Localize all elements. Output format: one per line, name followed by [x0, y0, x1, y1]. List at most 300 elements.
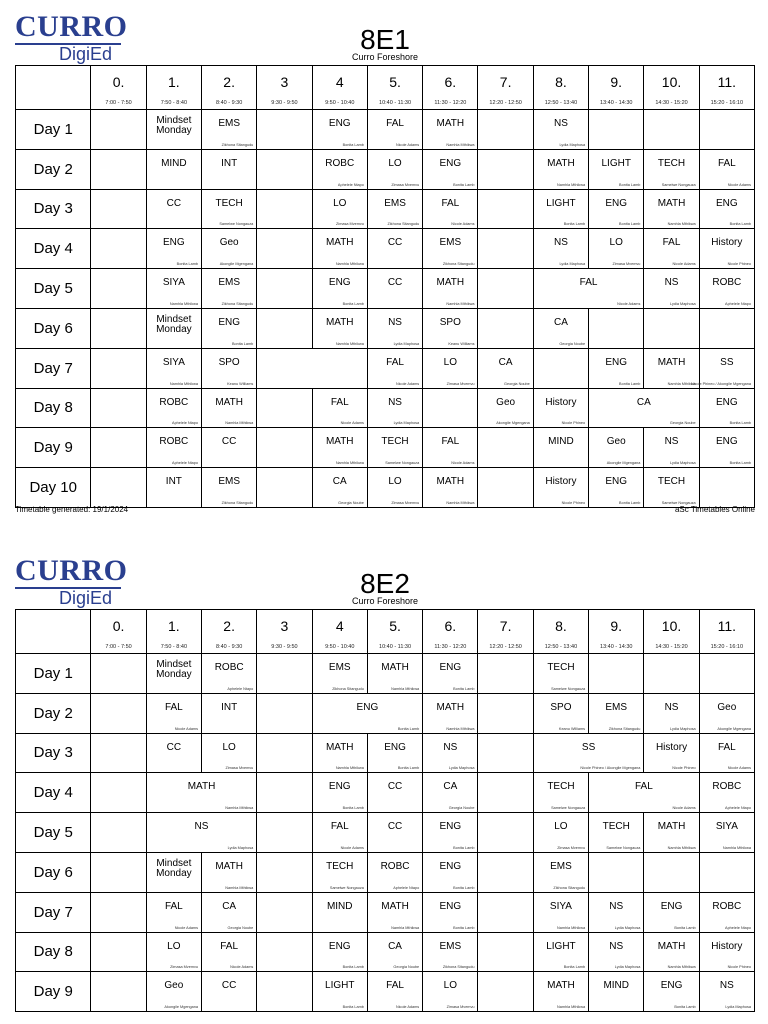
subject-label: CA — [553, 316, 568, 328]
teacher-name: Akongile Mgengana — [219, 262, 254, 267]
teacher-name: Akongile Mgengana — [164, 1005, 198, 1010]
subject-label: CC — [221, 980, 237, 992]
period-time: 8:40 - 9:30 — [216, 100, 243, 106]
period-number: 6. — [444, 618, 457, 634]
logo-digied-text: DigiEd — [59, 588, 113, 608]
teacher-name: Bonita Lamb — [231, 341, 254, 346]
teacher-name: Georgia Noube — [227, 925, 254, 930]
lesson-cell — [644, 693, 699, 733]
subject-label: CA — [636, 396, 651, 408]
lesson-cell — [533, 149, 588, 189]
lesson-cell — [644, 852, 699, 892]
teacher-name: Namhla Mthikwa — [446, 142, 475, 147]
teacher-name: Nicole Adams — [340, 421, 364, 426]
subject-label: Mindset Monday — [156, 115, 192, 136]
teacher-name: Samelwe Nongauza — [551, 806, 586, 811]
subject-label: TECH — [602, 821, 630, 833]
day-row — [16, 308, 755, 348]
period-number: 1. — [168, 618, 180, 634]
lesson-cell — [367, 229, 422, 269]
subject-label: LO — [443, 356, 457, 368]
lesson-cell — [367, 852, 422, 892]
subject-label: NS — [553, 118, 568, 129]
lesson-cell — [533, 348, 588, 388]
lesson-cell — [91, 348, 146, 388]
lesson-cell — [367, 773, 422, 813]
teacher-name: Namhla Mthikwa — [557, 1005, 586, 1010]
teacher-name: Lydia Maphosa — [670, 726, 696, 731]
subject-label: NS — [609, 940, 624, 952]
lesson-cell — [312, 149, 367, 189]
subject-label: MATH — [436, 277, 465, 289]
lesson-cell — [478, 654, 533, 694]
subject-label: CA — [443, 781, 458, 793]
period-header — [312, 66, 367, 110]
subject-label: ENG — [716, 436, 738, 448]
lesson-cell — [589, 468, 644, 508]
lesson-cell — [644, 468, 699, 508]
teacher-name: Zimasa Mvemvu — [336, 222, 364, 227]
subject-label: NS — [388, 396, 402, 408]
period-time: 12:20 - 12:50 — [489, 100, 522, 106]
lesson-cell — [91, 229, 146, 269]
teacher-name: Akongile Mgengana — [496, 421, 530, 426]
teacher-name: Namhla Mthikwa — [667, 222, 696, 227]
subject-label: ENG — [328, 781, 351, 793]
teacher-name: Nicole Phineo — [561, 500, 586, 505]
lesson-cell — [257, 654, 312, 694]
teacher-name: Bonita Lamb — [563, 222, 586, 227]
teacher-name: Zimasa Mvemvu — [391, 182, 420, 187]
lesson-cell — [257, 388, 312, 428]
teacher-name: Namhla Mthikwa — [169, 381, 198, 386]
teacher-name: Bonita Lamb — [342, 301, 364, 306]
teacher-name: Lydia Maphosa — [725, 1005, 751, 1010]
lesson-cell — [257, 149, 312, 189]
subject-label: SIYA — [162, 277, 185, 289]
teacher-name: Nicole Adams — [617, 301, 641, 306]
lesson-cell — [644, 892, 699, 932]
subject-label: ENG — [163, 237, 185, 249]
teacher-name: Lydia Maphosa — [559, 262, 586, 267]
lesson-cell — [699, 468, 754, 508]
lesson-cell — [533, 813, 588, 853]
lesson-cell — [533, 269, 644, 309]
subject-label: ENG — [439, 860, 462, 872]
lesson-cell — [699, 308, 754, 348]
period-header — [423, 610, 478, 654]
period-time: 12:20 - 12:50 — [489, 644, 522, 650]
lesson-cell — [699, 189, 754, 229]
day-row — [16, 892, 755, 932]
subject-label: ROBC — [712, 900, 742, 912]
lesson-cell — [644, 654, 699, 694]
teacher-name: Georgia Noube — [669, 421, 696, 426]
period-header — [367, 610, 422, 654]
lesson-cell — [91, 308, 146, 348]
lesson-cell — [478, 892, 533, 932]
period-time: 11:30 - 12:20 — [434, 100, 467, 106]
lesson-cell — [367, 189, 422, 229]
lesson-cell — [644, 813, 699, 853]
teacher-name: Aphelele Ntapo — [725, 806, 751, 811]
period-time: 7:50 - 8:40 — [160, 644, 187, 650]
lesson-cell — [423, 654, 478, 694]
lesson-cell — [589, 773, 700, 813]
lesson-cell — [91, 813, 146, 853]
period-time: 13:40 - 14:30 — [600, 644, 633, 650]
lesson-cell — [312, 852, 367, 892]
period-number: 9. — [610, 618, 623, 634]
logo-digied-text: DigiEd — [59, 44, 113, 64]
period-time: 11:30 - 12:20 — [434, 644, 467, 650]
lesson-cell — [312, 269, 367, 309]
lesson-cell — [644, 932, 699, 972]
teacher-name: Bonita Lamb — [453, 885, 475, 890]
lesson-cell — [478, 348, 533, 388]
lesson-cell — [367, 149, 422, 189]
period-number: 10. — [661, 618, 682, 634]
teacher-name: Nicole Adams — [174, 726, 198, 731]
subject-label: ROBC — [712, 277, 742, 289]
teacher-name: Namhla Mthikwa — [391, 925, 420, 930]
subject-label: SS — [581, 741, 596, 753]
subject-label: FAL — [386, 356, 404, 368]
lesson-cell — [202, 388, 257, 428]
subject-label: MATH — [657, 940, 686, 952]
teacher-name: Namhla Mthikwa — [225, 806, 254, 811]
subject-label: CC — [166, 197, 182, 209]
subject-label: FAL — [220, 940, 239, 952]
teacher-name: Zikhona Sitangudu — [221, 142, 254, 147]
subject-label: MATH — [215, 396, 243, 408]
period-header — [257, 610, 312, 654]
lesson-cell — [312, 813, 367, 853]
lesson-cell — [699, 110, 754, 150]
day-label: Day 4 — [16, 229, 91, 269]
period-time: 14:30 - 15:20 — [655, 100, 688, 106]
lesson-cell — [644, 229, 699, 269]
lesson-cell — [202, 972, 257, 1012]
lesson-cell — [91, 189, 146, 229]
school-name: Curro Foreshore — [351, 596, 419, 606]
teacher-name: Zimasa Mvemvu — [557, 845, 586, 850]
teacher-name: Lydia Maphosa — [393, 421, 420, 426]
teacher-name: Keanu Williams — [558, 726, 586, 731]
lesson-cell — [699, 813, 754, 853]
lesson-cell — [202, 693, 257, 733]
lesson-cell — [146, 468, 201, 508]
teacher-name: Lydia Maphosa — [670, 301, 696, 306]
period-number: 4 — [335, 618, 344, 634]
day-label: Day 7 — [16, 892, 91, 932]
subject-label: LIGHT — [546, 940, 576, 952]
teacher-name: Bonita Lamb — [619, 222, 641, 227]
subject-label: EMS — [439, 237, 462, 249]
lesson-cell — [644, 428, 699, 468]
teacher-name: Nicole Phineo — [727, 262, 751, 267]
lesson-cell — [312, 932, 367, 972]
lesson-cell — [202, 269, 257, 309]
subject-label: NS — [388, 316, 402, 328]
lesson-cell — [312, 428, 367, 468]
lesson-cell — [202, 468, 257, 508]
lesson-cell — [146, 733, 201, 773]
lesson-cell — [367, 269, 422, 309]
teacher-name: Georgia Noube — [448, 806, 475, 811]
teacher-name: Lydia Maphosa — [670, 461, 696, 466]
teacher-name: Akongile Mgengana — [606, 461, 641, 466]
lesson-cell — [146, 189, 201, 229]
teacher-name: Nicole Adams — [727, 766, 751, 771]
teacher-name: Bonita Lamb — [453, 182, 475, 187]
teacher-name: Bonita Lamb — [342, 806, 364, 811]
lesson-cell — [699, 269, 754, 309]
period-number: 7. — [499, 74, 512, 90]
teacher-name: Bonita Lamb — [342, 1005, 364, 1010]
teacher-name: Georgia Noube — [338, 500, 364, 505]
subject-label: LO — [222, 741, 236, 753]
lesson-cell — [312, 468, 367, 508]
lesson-cell — [202, 733, 257, 773]
teacher-name: Namhla Mthikwa — [169, 301, 198, 306]
teacher-name: Lydia Maphosa — [559, 142, 586, 147]
teacher-name: Aphelele Ntapo — [172, 421, 198, 426]
period-header — [699, 610, 754, 654]
teacher-name: Lydia Maphosa — [448, 766, 475, 771]
subject-label: Geo — [606, 436, 626, 448]
lesson-cell — [533, 428, 588, 468]
lesson-cell — [257, 773, 312, 813]
lesson-cell — [699, 388, 754, 428]
subject-label: SS — [720, 356, 734, 368]
subject-label: MATH — [657, 821, 686, 833]
lesson-cell — [589, 388, 700, 428]
lesson-cell — [91, 149, 146, 189]
teacher-name: Bonita Lamb — [342, 142, 364, 147]
lesson-cell — [423, 972, 478, 1012]
teacher-name: Bonita Lamb — [619, 182, 641, 187]
day-label: Day 5 — [16, 813, 91, 853]
teacher-name: Bonita Lamb — [397, 766, 420, 771]
lesson-cell — [202, 308, 257, 348]
lesson-cell — [91, 654, 146, 694]
period-header — [91, 66, 146, 110]
period-header — [423, 66, 478, 110]
lesson-cell — [257, 852, 312, 892]
teacher-name: Nicole Adams — [451, 461, 475, 466]
lesson-cell — [533, 654, 588, 694]
lesson-cell — [589, 348, 644, 388]
subject-label: History — [655, 741, 688, 753]
subject-label: INT — [221, 157, 238, 169]
subject-label: ENG — [716, 396, 738, 408]
lesson-cell — [202, 654, 257, 694]
period-header — [91, 610, 146, 654]
asc-brand: aSc Timetables Online — [674, 505, 755, 514]
day-label: Day 7 — [16, 348, 91, 388]
lesson-cell — [478, 468, 533, 508]
period-time: 9:30 - 9:50 — [271, 644, 298, 650]
subject-label: ROBC — [325, 157, 355, 169]
day-label: Day 9 — [16, 972, 91, 1012]
lesson-cell — [478, 972, 533, 1012]
subject-label: NS — [664, 436, 679, 448]
period-header — [589, 610, 644, 654]
lesson-cell — [202, 348, 257, 388]
lesson-cell — [478, 428, 533, 468]
lesson-cell — [146, 110, 201, 150]
lesson-cell — [202, 149, 257, 189]
teacher-name: Samelwe Nongauza — [606, 845, 641, 850]
lesson-cell — [257, 693, 312, 733]
lesson-cell — [91, 468, 146, 508]
period-header — [146, 610, 201, 654]
lesson-cell — [533, 693, 588, 733]
period-number: 0. — [112, 74, 125, 90]
subject-label: SPO — [550, 701, 572, 713]
subject-label: MATH — [381, 900, 409, 912]
teacher-name: Zimasa Mvemvu — [225, 766, 254, 771]
lesson-cell — [312, 388, 367, 428]
subject-label: NS — [443, 741, 458, 753]
lesson-cell — [478, 388, 533, 428]
lesson-cell — [589, 892, 644, 932]
subject-label: INT — [221, 701, 238, 713]
day-row — [16, 972, 755, 1012]
corner-cell — [16, 610, 91, 654]
period-header — [312, 610, 367, 654]
teacher-name: Aphelele Ntapo — [227, 686, 254, 691]
lesson-cell — [91, 773, 146, 813]
teacher-name: Zimasa Mvemvu — [446, 381, 475, 386]
subject-label: CA — [332, 476, 347, 488]
day-label: Day 8 — [16, 388, 91, 428]
day-label: Day 8 — [16, 932, 91, 972]
period-time: 15:20 - 16:10 — [710, 100, 744, 106]
subject-label: MIND — [161, 157, 187, 169]
teacher-name: Namhla Mthikwa — [667, 965, 696, 970]
subject-label: MATH — [657, 197, 686, 209]
lesson-cell — [312, 773, 367, 813]
lesson-cell — [691, 348, 754, 388]
teacher-name: Bonita Lamb — [674, 925, 696, 930]
lesson-cell — [644, 308, 699, 348]
logo-curro-text: CURRO — [15, 10, 128, 43]
lesson-cell — [257, 229, 312, 269]
day-row — [16, 468, 755, 508]
lesson-cell — [257, 308, 312, 348]
period-time: 15:20 - 16:10 — [710, 644, 744, 650]
teacher-name: Zikhona Sitangudu — [221, 301, 254, 306]
subject-label: MATH — [381, 662, 409, 673]
lesson-cell — [202, 892, 257, 932]
period-number: 6. — [444, 74, 457, 90]
lesson-cell — [257, 972, 312, 1012]
subject-label: FAL — [441, 197, 460, 209]
lesson-cell — [423, 149, 478, 189]
lesson-cell — [533, 733, 644, 773]
generated-date: Timetable generated: 19/1/2024 — [15, 505, 129, 514]
subject-label: NS — [664, 277, 679, 289]
lesson-cell — [91, 932, 146, 972]
lesson-cell — [257, 110, 312, 150]
lesson-cell — [202, 189, 257, 229]
lesson-cell — [533, 308, 588, 348]
day-row — [16, 733, 755, 773]
teacher-name: Lydia Maphosa — [614, 965, 641, 970]
lesson-cell — [367, 428, 422, 468]
day-row — [16, 110, 755, 150]
subject-label: CC — [387, 277, 403, 289]
lesson-cell — [146, 428, 201, 468]
lesson-cell — [423, 388, 478, 428]
subject-label: SPO — [439, 316, 461, 328]
lesson-cell — [644, 110, 699, 150]
day-label: Day 6 — [16, 308, 91, 348]
lesson-cell — [257, 813, 312, 853]
subject-label: ROBC — [159, 436, 189, 448]
period-number: 2. — [223, 74, 235, 90]
teacher-name: Nicole Adams — [395, 381, 420, 386]
period-header — [589, 66, 644, 110]
lesson-cell — [478, 269, 533, 309]
lesson-cell — [589, 693, 644, 733]
teacher-name: Namhla Mthikwa — [557, 925, 586, 930]
subject-label: MIND — [603, 980, 629, 992]
period-number: 10. — [661, 74, 682, 90]
lesson-cell — [367, 972, 422, 1012]
lesson-cell — [312, 110, 367, 150]
period-header — [533, 66, 588, 110]
period-number: 8. — [555, 74, 567, 90]
subject-label: ENG — [384, 741, 406, 753]
teacher-name: Zikhona Sitangudu — [553, 885, 586, 890]
subject-label: History — [711, 940, 743, 952]
lesson-cell — [589, 189, 644, 229]
period-header — [257, 66, 312, 110]
subject-label: CC — [387, 781, 403, 793]
lesson-cell — [533, 189, 588, 229]
teacher-name: Zimasa Mvemvu — [446, 1005, 475, 1010]
lesson-cell — [423, 308, 478, 348]
lesson-cell — [478, 852, 533, 892]
teacher-name: Samelwe Nongauza — [329, 885, 364, 890]
lesson-cell — [312, 693, 423, 733]
subject-label: MATH — [325, 741, 354, 753]
lesson-cell — [312, 189, 367, 229]
teacher-name: Namhla Mthikwa — [335, 341, 364, 346]
teacher-name: Nicole Adams — [230, 965, 254, 970]
subject-label: FAL — [164, 701, 183, 713]
subject-label: CC — [387, 821, 403, 833]
teacher-name: Namhla Mthikwa — [667, 845, 696, 850]
subject-label: LIGHT — [601, 157, 631, 169]
subject-label: FAL — [330, 821, 349, 833]
subject-label: MATH — [436, 118, 465, 129]
subject-label: CA — [498, 356, 513, 368]
lesson-cell — [423, 229, 478, 269]
lesson-cell — [91, 733, 146, 773]
lesson-cell — [533, 110, 588, 150]
subject-label: ENG — [439, 662, 462, 673]
period-time: 14:30 - 15:20 — [655, 644, 688, 650]
header-row — [16, 610, 755, 654]
day-row — [16, 229, 755, 269]
teacher-name: Georgia Noube — [504, 381, 530, 386]
period-time: 13:40 - 14:30 — [600, 100, 633, 106]
teacher-name: Georgia Noube — [393, 965, 420, 970]
